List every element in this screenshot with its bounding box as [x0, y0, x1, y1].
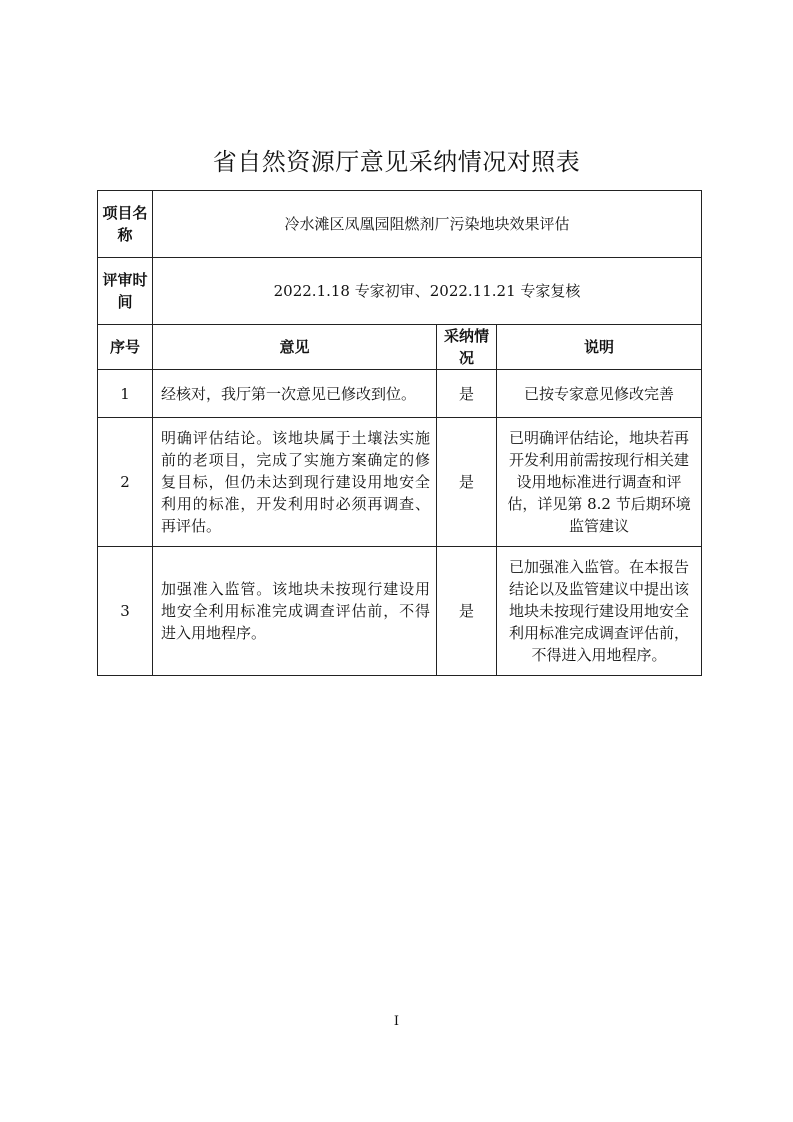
- row-number: 2: [98, 418, 153, 547]
- review-time-value: 2022.1.18 专家初审、2022.11.21 专家复核: [153, 258, 702, 325]
- column-header-no: 序号: [98, 325, 153, 370]
- row-number: 3: [98, 547, 153, 676]
- row-number: 1: [98, 370, 153, 418]
- adoption-status: 是: [437, 370, 497, 418]
- column-header-adoption: 采纳情况: [437, 325, 497, 370]
- project-name-row: [98, 191, 702, 258]
- opinion-text: 经核对，我厅第一次意见已修改到位。: [153, 370, 437, 418]
- adoption-status: 是: [437, 547, 497, 676]
- column-header-opinion: 意见: [153, 325, 437, 370]
- column-header-note: 说明: [497, 325, 702, 370]
- project-name-value: 冷水滩区凤凰园阻燃剂厂污染地块效果评估: [153, 191, 702, 258]
- opinion-text: 加强准入监管。该地块未按现行建设用地安全利用标准完成调查评估前，不得进入用地程序。: [153, 547, 437, 676]
- note-text: 已按专家意见修改完善: [497, 370, 702, 418]
- adoption-status: 是: [437, 418, 497, 547]
- table-row: [98, 418, 702, 547]
- table-row: [98, 547, 702, 676]
- review-time-label: 评审时间: [98, 258, 153, 325]
- opinion-text: 明确评估结论。该地块属于土壤法实施前的老项目，完成了实施方案确定的修复目标，但仍未达到现行建设用地安全利用的标准，开发利用时必须再调查、再评估。: [153, 418, 437, 547]
- note-text: 已明确评估结论，地块若再开发利用前需按现行相关建设用地标准进行调查和评估，详见第 8.2 节后期环境监管建议: [497, 418, 702, 547]
- page-number: I: [393, 1014, 400, 1029]
- note-text: 已加强准入监管。在本报告结论以及监管建议中提出该地块未按现行建设用地安全利用标准完成调查评估前，不得进入用地程序。: [497, 547, 702, 676]
- project-name-label: 项目名称: [98, 191, 153, 258]
- review-time-row: [98, 258, 702, 325]
- page-title: 省自然资源厅意见采纳情况对照表: [212, 148, 581, 176]
- opinion-adoption-table: [97, 190, 702, 676]
- table-header-row: [98, 325, 702, 370]
- table-row: [98, 370, 702, 418]
